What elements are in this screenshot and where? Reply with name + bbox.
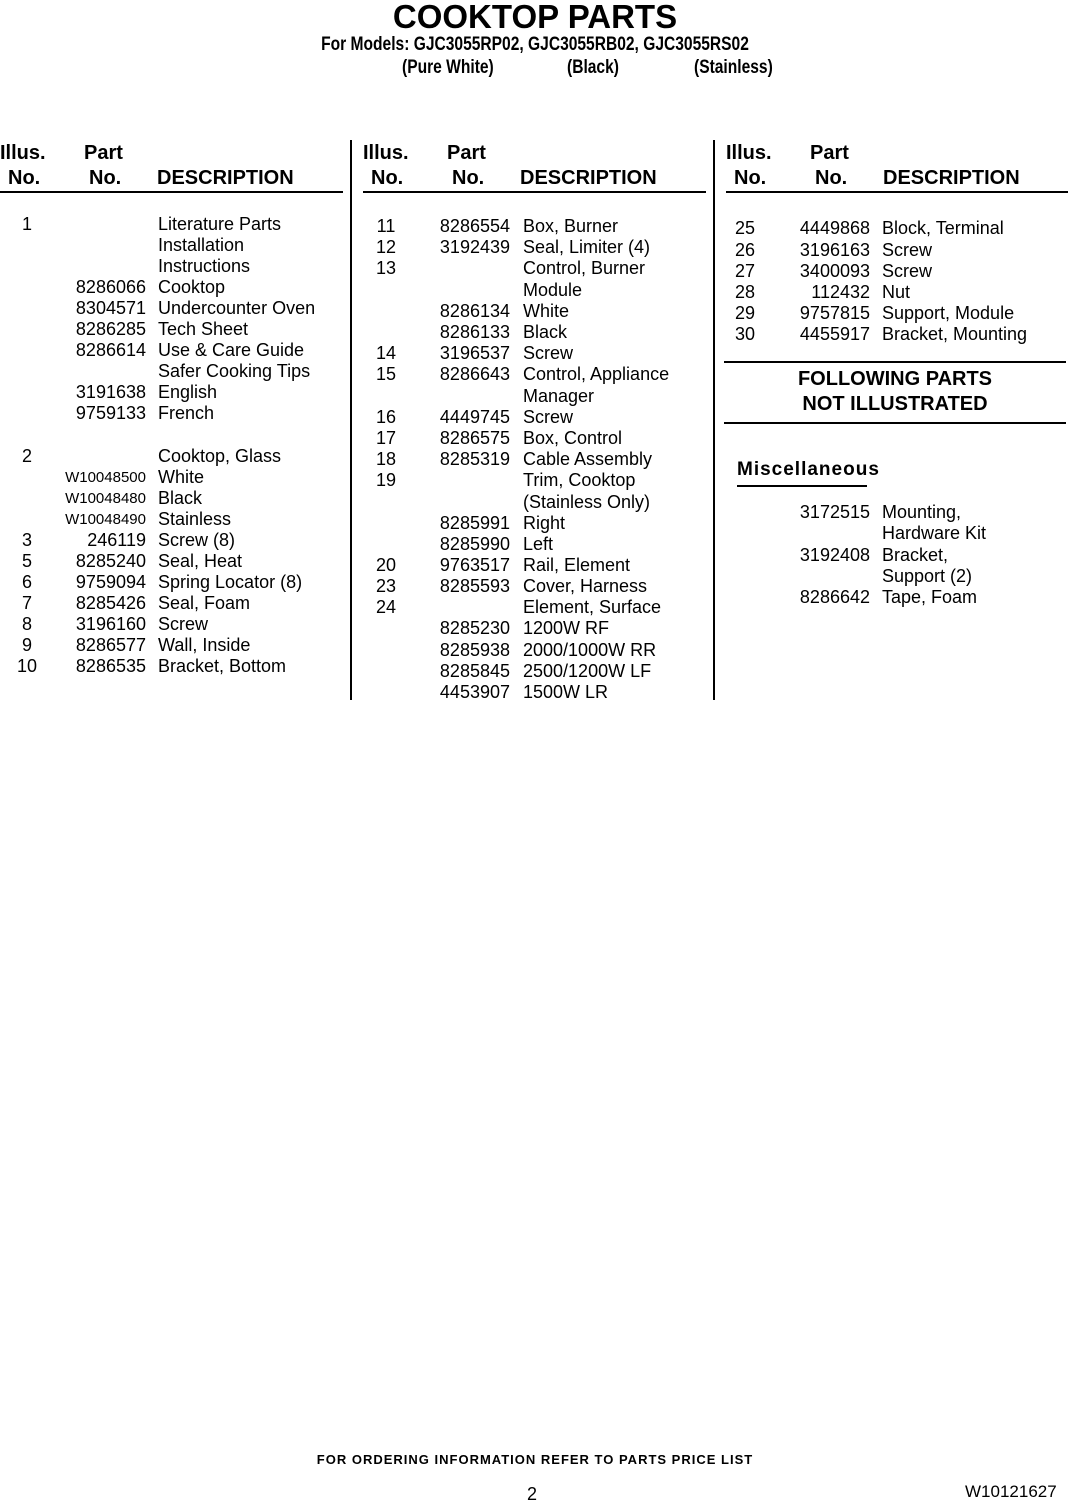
part-number: 8285426 (75, 593, 146, 613)
header-illus-no: No. (8, 167, 41, 189)
header-rule (363, 191, 706, 193)
part-number: 8286643 (439, 364, 510, 384)
part-description: Spring Locator (8) (158, 572, 303, 592)
part-description: Safer Cooking Tips (158, 361, 311, 381)
not-illustrated-line2: NOT ILLUSTRATED (802, 393, 988, 415)
illus-number: 26 (734, 240, 756, 260)
part-description: Wall, Inside (158, 635, 251, 655)
part-description: Cover, Harness (523, 576, 648, 596)
part-number: 3400093 (799, 261, 870, 281)
document-number: W10121627 (965, 1482, 1057, 1501)
part-number: 8286285 (75, 319, 146, 339)
part-description: Module (523, 280, 583, 300)
part-number: W10048480 (65, 490, 146, 507)
part-number: 3192439 (439, 237, 510, 257)
miscellaneous-heading: Miscellaneous (737, 459, 880, 480)
part-number: W10048490 (65, 511, 146, 528)
header-rule (0, 191, 343, 193)
part-description: Manager (523, 386, 595, 406)
header-part-label: Part (447, 142, 486, 164)
part-description: English (158, 382, 218, 402)
part-number: 3192408 (799, 545, 870, 565)
header-illus-label: Illus. (726, 142, 772, 164)
part-description: Control, Appliance (523, 364, 670, 384)
header-part-label: Part (84, 142, 123, 164)
illus-number: 16 (375, 407, 397, 427)
part-description: French (158, 403, 215, 423)
part-number: W10048500 (65, 469, 146, 486)
part-description: Nut (882, 282, 911, 302)
not-illustrated-line1: FOLLOWING PARTS (797, 368, 993, 390)
part-number: 9763517 (439, 555, 510, 575)
illus-number: 6 (21, 572, 32, 592)
illus-number: 10 (16, 656, 38, 676)
illus-number: 20 (375, 555, 397, 575)
illus-number: 28 (734, 282, 756, 302)
illus-number: 9 (21, 635, 32, 655)
table-row (0, 618, 1070, 639)
table-row (0, 282, 1070, 303)
illus-number: 29 (734, 303, 756, 323)
part-number: 8285240 (75, 551, 146, 571)
part-description: Screw (523, 343, 574, 363)
illus-number: 27 (734, 261, 756, 281)
header-part-no: No. (815, 167, 848, 189)
table-row (0, 303, 1070, 324)
header-description: DESCRIPTION (520, 167, 657, 189)
illus-number: 15 (375, 364, 397, 384)
illus-number: 30 (734, 324, 756, 344)
part-number: 8285593 (439, 576, 510, 596)
part-number: 8285990 (439, 534, 510, 554)
part-description: Rail, Element (523, 555, 631, 575)
part-number: 3172515 (799, 502, 870, 522)
part-number: 3196160 (75, 614, 146, 634)
part-number: 8286134 (439, 301, 510, 321)
ordering-note: FOR ORDERING INFORMATION REFER TO PARTS PRICE LIST (316, 1452, 754, 1467)
part-description: Tech Sheet (158, 319, 249, 339)
part-number: 8286575 (439, 428, 510, 448)
table-row (0, 661, 1070, 682)
misc-row (0, 545, 1070, 566)
part-number: 8285319 (439, 449, 510, 469)
part-number: 9757815 (799, 303, 870, 323)
part-number: 112432 (811, 282, 870, 302)
part-description: Tape, Foam (882, 587, 978, 607)
part-number: 3196163 (799, 240, 870, 260)
header-part-no: No. (452, 167, 485, 189)
header-illus-label: Illus. (363, 142, 409, 164)
part-number: 3191638 (75, 382, 146, 402)
part-description: Bracket, Bottom (158, 656, 287, 676)
part-description: Bracket, (882, 545, 949, 565)
illus-number: 1 (21, 214, 32, 234)
part-description: Instructions (158, 256, 251, 276)
table-row (0, 682, 1070, 703)
part-description: Screw (882, 261, 933, 281)
illus-number: 3 (21, 530, 32, 550)
header-part-no: No. (89, 167, 122, 189)
part-description: White (523, 301, 570, 321)
illus-number: 12 (375, 237, 397, 257)
part-description: Left (523, 534, 554, 554)
part-number: 4453907 (439, 682, 510, 702)
illus-number: 14 (375, 343, 397, 363)
part-number: 8286554 (439, 216, 510, 236)
part-description: Mounting, (882, 502, 962, 522)
variant-stainless: (Stainless) (694, 57, 773, 78)
part-description: Black (158, 488, 203, 508)
illus-number: 18 (375, 449, 397, 469)
misc-row (0, 502, 1070, 523)
part-description: Trim, Cooktop (523, 470, 636, 490)
header-description: DESCRIPTION (883, 167, 1020, 189)
illus-number: 8 (21, 614, 32, 634)
part-description: Support, Module (882, 303, 1015, 323)
part-description: 2000/1000W RR (523, 640, 657, 660)
part-description: Block, Terminal (882, 218, 1004, 238)
part-description: Screw (8) (158, 530, 236, 550)
section-rule-top (724, 361, 1066, 363)
part-description: Undercounter Oven (158, 298, 316, 318)
part-description: Seal, Foam (158, 593, 251, 613)
part-number: 9759094 (75, 572, 146, 592)
illus-number: 5 (21, 551, 32, 571)
table-row (0, 240, 1070, 261)
part-description: Control, Burner (523, 258, 646, 278)
part-number: 4455917 (799, 324, 870, 344)
part-number: 4449745 (439, 407, 510, 427)
part-description: Screw (158, 614, 209, 634)
page-number: 2 (527, 1484, 538, 1504)
header-rule (726, 191, 1068, 193)
part-description: Black (523, 322, 568, 342)
header-illus-no: No. (371, 167, 404, 189)
illus-number: 13 (375, 258, 397, 278)
illus-number: 24 (375, 597, 397, 617)
variant-pure-white: (Pure White) (402, 57, 494, 78)
part-description: Use & Care Guide (158, 340, 305, 360)
part-description: Hardware Kit (882, 523, 987, 543)
part-number: 8286614 (75, 340, 146, 360)
part-description: Seal, Limiter (4) (523, 237, 651, 257)
part-description: Cooktop (158, 277, 226, 297)
part-description: 1500W LR (523, 682, 609, 702)
table-row (0, 218, 1070, 239)
illus-number: 19 (375, 470, 397, 490)
part-number: 8286066 (75, 277, 146, 297)
part-description: Support (2) (882, 566, 973, 586)
illus-number: 17 (375, 428, 397, 448)
table-row (0, 470, 1070, 491)
part-number: 8285991 (439, 513, 510, 533)
models-subtitle: For Models: GJC3055RP02, GJC3055RB02, GJC3055RS02 (321, 34, 749, 55)
header-part-label: Part (810, 142, 849, 164)
part-number: 246119 (87, 530, 146, 550)
part-number: 8286535 (75, 656, 146, 676)
illus-number: 11 (376, 216, 396, 236)
part-description: Cable Assembly (523, 449, 653, 469)
table-row (0, 640, 1070, 661)
part-number: 8286577 (75, 635, 146, 655)
part-description: White (158, 467, 205, 487)
illus-number: 25 (734, 218, 756, 238)
part-number: 8285845 (439, 661, 510, 681)
illus-number: 2 (21, 446, 32, 466)
part-number: 8286642 (799, 587, 870, 607)
part-description: 2500/1200W LF (523, 661, 652, 681)
part-description: Screw (523, 407, 574, 427)
page-title: COOKTOP PARTS (392, 0, 678, 35)
part-number: 4449868 (799, 218, 870, 238)
part-description: Box, Burner (523, 216, 619, 236)
illus-number: 7 (21, 593, 32, 613)
part-description: Cooktop, Glass (158, 446, 282, 466)
part-description: Right (523, 513, 566, 533)
part-description: Element, Surface (523, 597, 662, 617)
part-number: 8304571 (75, 298, 146, 318)
misc-underline (737, 485, 867, 487)
part-number: 8285230 (439, 618, 510, 638)
part-description: Bracket, Mounting (882, 324, 1028, 344)
part-description: (Stainless Only) (523, 492, 651, 512)
part-description: 1200W RF (523, 618, 610, 638)
part-number: 3196537 (439, 343, 510, 363)
part-number: 8286133 (439, 322, 510, 342)
part-description: Stainless (158, 509, 232, 529)
header-illus-label: Illus. (0, 142, 46, 164)
part-number: 9759133 (75, 403, 146, 423)
misc-row (0, 587, 1070, 608)
table-row (0, 449, 1070, 470)
section-rule-bottom (724, 422, 1066, 424)
part-description: Screw (882, 240, 933, 260)
part-number: 8285938 (439, 640, 510, 660)
table-row (0, 261, 1070, 282)
misc-row (0, 523, 1070, 544)
table-row (0, 324, 1070, 345)
part-description: Box, Control (523, 428, 623, 448)
misc-row (0, 566, 1070, 587)
part-description: Installation (158, 235, 245, 255)
table-row (0, 428, 1070, 449)
part-description: Seal, Heat (158, 551, 243, 571)
variant-black: (Black) (567, 57, 619, 78)
header-description: DESCRIPTION (157, 167, 294, 189)
header-illus-no: No. (734, 167, 767, 189)
part-description: Literature Parts (158, 214, 282, 234)
illus-number: 23 (375, 576, 397, 596)
